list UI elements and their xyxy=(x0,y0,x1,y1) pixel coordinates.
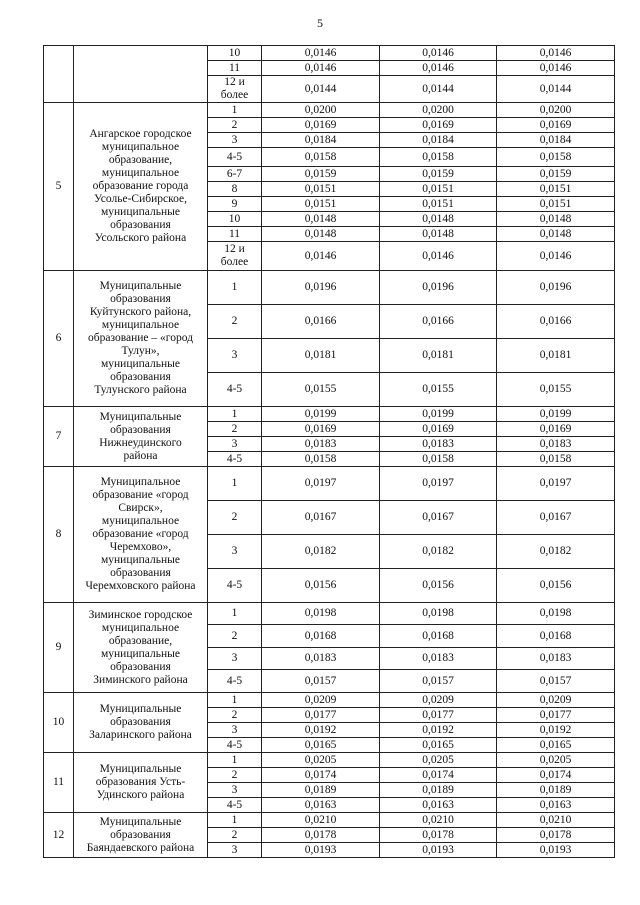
value-cell-1: 0,0189 xyxy=(262,783,380,798)
rooms-count-cell: 4-5 xyxy=(208,569,262,603)
group-number: 7 xyxy=(44,407,74,467)
municipality-name-line: образование «город xyxy=(92,489,189,501)
rooms-count-cell: 3 xyxy=(208,648,262,670)
table-row xyxy=(44,467,615,501)
municipality-name-line: образования xyxy=(110,567,171,579)
value-cell-3: 0,0177 xyxy=(497,708,615,723)
value-cell-3: 0,0148 xyxy=(497,227,615,242)
value-cell-3: 0,0199 xyxy=(497,407,615,422)
value-cell-2: 0,0182 xyxy=(380,535,497,569)
value-cell-3: 0,0174 xyxy=(497,768,615,783)
value-cell-1: 0,0146 xyxy=(262,242,380,271)
value-cell-3: 0,0178 xyxy=(497,828,615,843)
value-cell-2: 0,0157 xyxy=(380,670,497,693)
value-cell-1: 0,0148 xyxy=(262,212,380,227)
rooms-count-cell: 4-5 xyxy=(208,452,262,467)
value-cell-2: 0,0144 xyxy=(380,76,497,103)
municipality-name-line: Усольского района xyxy=(94,232,187,244)
rooms-count-cell: 8 xyxy=(208,182,262,197)
municipality-name-line: образования xyxy=(110,423,171,436)
municipality-name-line: муниципальные xyxy=(101,554,180,566)
municipality-name-line: Тулунского района xyxy=(94,384,187,396)
value-cell-3: 0,0193 xyxy=(497,843,615,858)
rooms-count-cell: 1 xyxy=(208,407,262,422)
rooms-count-cell: 4-5 xyxy=(208,373,262,407)
value-cell-2: 0,0159 xyxy=(380,167,497,182)
value-cell-1: 0,0183 xyxy=(262,437,380,452)
value-cell-2: 0,0197 xyxy=(380,467,497,501)
table-row xyxy=(44,813,615,828)
rooms-count-cell: 3 xyxy=(208,339,262,373)
municipality-name-line: Муниципальные xyxy=(99,763,182,775)
rooms-count-cell: 11 xyxy=(208,61,262,76)
value-cell-2: 0,0209 xyxy=(380,693,497,708)
value-cell-1: 0,0151 xyxy=(262,182,380,197)
value-cell-3: 0,0197 xyxy=(497,467,615,501)
value-cell-3: 0,0151 xyxy=(497,182,615,197)
municipality-name-line: муниципальное xyxy=(101,621,180,634)
value-cell-2: 0,0148 xyxy=(380,212,497,227)
municipality-name-line: муниципальное xyxy=(101,319,180,331)
value-cell-1: 0,0163 xyxy=(262,798,380,813)
table-body xyxy=(44,46,615,858)
municipality-name-line: образование, xyxy=(108,154,173,166)
rooms-count-cell: 1 xyxy=(208,693,262,708)
table-row xyxy=(44,753,615,768)
municipality-name-line: муниципальные xyxy=(101,206,180,218)
value-cell-3: 0,0192 xyxy=(497,723,615,738)
value-cell-2: 0,0165 xyxy=(380,738,497,753)
value-cell-2: 0,0210 xyxy=(380,813,497,828)
rooms-count-cell: 1 xyxy=(208,813,262,828)
value-cell-3: 0,0158 xyxy=(497,452,615,467)
value-cell-1: 0,0158 xyxy=(262,148,380,167)
value-cell-3: 0,0198 xyxy=(497,603,615,625)
value-cell-2: 0,0168 xyxy=(380,625,497,648)
municipality-name-line: образования xyxy=(110,716,171,728)
value-cell-3: 0,0169 xyxy=(497,422,615,437)
value-cell-1: 0,0200 xyxy=(262,103,380,118)
rooms-count-cell: 9 xyxy=(208,197,262,212)
municipality-name-line: Тулун», xyxy=(121,345,160,357)
rooms-count-cell: 2 xyxy=(208,828,262,843)
municipality-name-line: Баяндаевского района xyxy=(86,841,195,854)
municipality-name xyxy=(74,271,208,407)
value-cell-2: 0,0146 xyxy=(380,46,497,61)
municipality-name-line: Ангарское городское xyxy=(89,128,192,140)
municipality-name-line: Удинского района xyxy=(96,789,185,801)
value-cell-3: 0,0181 xyxy=(497,339,615,373)
municipality-name xyxy=(74,753,208,813)
value-cell-1: 0,0193 xyxy=(262,843,380,858)
rooms-count-cell: 4-5 xyxy=(208,798,262,813)
value-cell-1: 0,0198 xyxy=(262,603,380,625)
value-cell-2: 0,0199 xyxy=(380,407,497,422)
value-cell-2: 0,0183 xyxy=(380,648,497,670)
value-cell-2: 0,0158 xyxy=(380,452,497,467)
value-cell-1: 0,0166 xyxy=(262,305,380,339)
value-cell-3: 0,0184 xyxy=(497,133,615,148)
group-number xyxy=(44,46,74,103)
municipality-name-line: образование, xyxy=(108,634,173,647)
value-cell-2: 0,0205 xyxy=(380,753,497,768)
value-cell-3: 0,0151 xyxy=(497,197,615,212)
value-cell-3: 0,0200 xyxy=(497,103,615,118)
value-cell-2: 0,0189 xyxy=(380,783,497,798)
value-cell-1: 0,0182 xyxy=(262,535,380,569)
value-cell-3: 0,0165 xyxy=(497,738,615,753)
value-cell-1: 0,0197 xyxy=(262,467,380,501)
rooms-count-cell: 11 xyxy=(208,227,262,242)
municipality-name-line: Муниципальные xyxy=(99,703,182,715)
rooms-count-cell: 2 xyxy=(208,422,262,437)
value-cell-3: 0,0144 xyxy=(497,76,615,103)
municipality-name xyxy=(74,693,208,753)
municipality-name-line: образование «город xyxy=(92,528,189,540)
municipality-name-line: муниципальное xyxy=(101,167,180,179)
rooms-count-cell: 2 xyxy=(208,625,262,648)
municipality-name xyxy=(74,46,208,103)
value-cell-3: 0,0148 xyxy=(497,212,615,227)
value-cell-3: 0,0183 xyxy=(497,437,615,452)
value-cell-2: 0,0169 xyxy=(380,422,497,437)
rooms-count-cell: 10 xyxy=(208,212,262,227)
rooms-count-cell: 12 и более xyxy=(208,76,262,103)
value-cell-3: 0,0196 xyxy=(497,271,615,305)
value-cell-1: 0,0168 xyxy=(262,625,380,648)
municipality-name-line: образования xyxy=(110,660,171,673)
municipality-name-line: образования Усть- xyxy=(95,776,186,788)
group-number: 6 xyxy=(44,271,74,407)
value-cell-3: 0,0157 xyxy=(497,670,615,693)
value-cell-1: 0,0199 xyxy=(262,407,380,422)
rooms-count-cell: 4-5 xyxy=(208,670,262,693)
table-row xyxy=(44,103,615,118)
value-cell-1: 0,0155 xyxy=(262,373,380,407)
rooms-count-cell: 2 xyxy=(208,118,262,133)
rooms-count-cell: 2 xyxy=(208,501,262,535)
value-cell-2: 0,0155 xyxy=(380,373,497,407)
value-cell-2: 0,0177 xyxy=(380,708,497,723)
municipality-name-line: образования xyxy=(110,828,171,841)
rooms-count-cell: 3 xyxy=(208,437,262,452)
rooms-count-cell: 4-5 xyxy=(208,148,262,167)
value-cell-1: 0,0158 xyxy=(262,452,380,467)
value-cell-2: 0,0163 xyxy=(380,798,497,813)
municipality-name-line: Зиминское городское xyxy=(88,608,193,621)
value-cell-3: 0,0167 xyxy=(497,501,615,535)
value-cell-1: 0,0167 xyxy=(262,501,380,535)
value-cell-2: 0,0146 xyxy=(380,242,497,271)
value-cell-3: 0,0183 xyxy=(497,648,615,670)
municipality-name-line: Муниципальные xyxy=(99,410,182,423)
value-cell-2: 0,0167 xyxy=(380,501,497,535)
rooms-count-cell: 6-7 xyxy=(208,167,262,182)
value-cell-3: 0,0155 xyxy=(497,373,615,407)
value-cell-2: 0,0169 xyxy=(380,118,497,133)
value-cell-3: 0,0209 xyxy=(497,693,615,708)
value-cell-1: 0,0165 xyxy=(262,738,380,753)
value-cell-1: 0,0183 xyxy=(262,648,380,670)
value-cell-1: 0,0174 xyxy=(262,768,380,783)
municipality-name-line: Муниципальные xyxy=(99,815,182,828)
value-cell-2: 0,0151 xyxy=(380,182,497,197)
value-cell-1: 0,0196 xyxy=(262,271,380,305)
rooms-count-cell: 2 xyxy=(208,768,262,783)
value-cell-1: 0,0146 xyxy=(262,46,380,61)
municipality-name-line: муниципальное xyxy=(101,141,180,153)
value-cell-2: 0,0184 xyxy=(380,133,497,148)
value-cell-1: 0,0181 xyxy=(262,339,380,373)
municipality-name-line: Муниципальные xyxy=(99,280,182,292)
value-cell-3: 0,0166 xyxy=(497,305,615,339)
value-cell-2: 0,0148 xyxy=(380,227,497,242)
value-cell-2: 0,0183 xyxy=(380,437,497,452)
municipality-name-line: Черемхово», xyxy=(109,541,172,553)
rooms-count-cell: 3 xyxy=(208,843,262,858)
municipality-name-line: Усолье-Сибирское, xyxy=(94,193,187,205)
table-row xyxy=(44,603,615,625)
value-cell-3: 0,0189 xyxy=(497,783,615,798)
value-cell-1: 0,0144 xyxy=(262,76,380,103)
municipality-name xyxy=(74,603,208,693)
rooms-count-cell: 1 xyxy=(208,603,262,625)
rooms-count-cell: 10 xyxy=(208,46,262,61)
municipality-name-line: образование города xyxy=(92,180,189,192)
value-cell-1: 0,0177 xyxy=(262,708,380,723)
rooms-count-cell: 12 и более xyxy=(208,242,262,271)
group-number: 5 xyxy=(44,103,74,271)
group-number: 9 xyxy=(44,603,74,693)
rooms-count-cell: 3 xyxy=(208,723,262,738)
page-number: 5 xyxy=(317,16,323,30)
value-cell-2: 0,0178 xyxy=(380,828,497,843)
rooms-count-cell: 3 xyxy=(208,133,262,148)
table-row xyxy=(44,693,615,708)
table-row xyxy=(44,407,615,422)
value-cell-1: 0,0178 xyxy=(262,828,380,843)
group-number: 10 xyxy=(44,693,74,753)
value-cell-3: 0,0205 xyxy=(497,753,615,768)
municipality-name-line: Муниципальное xyxy=(100,476,181,488)
value-cell-1: 0,0159 xyxy=(262,167,380,182)
value-cell-1: 0,0184 xyxy=(262,133,380,148)
value-cell-2: 0,0151 xyxy=(380,197,497,212)
rooms-count-cell: 1 xyxy=(208,271,262,305)
value-cell-2: 0,0200 xyxy=(380,103,497,118)
value-cell-3: 0,0159 xyxy=(497,167,615,182)
municipality-name xyxy=(74,103,208,271)
value-cell-1: 0,0169 xyxy=(262,118,380,133)
municipality-name-line: Черемховского района xyxy=(85,580,196,592)
municipality-name-line: Заларинского района xyxy=(89,729,192,741)
value-cell-1: 0,0156 xyxy=(262,569,380,603)
value-cell-3: 0,0146 xyxy=(497,242,615,271)
municipality-name-line: образования xyxy=(110,371,171,383)
value-cell-2: 0,0146 xyxy=(380,61,497,76)
municipality-name-line: Свирск», xyxy=(118,502,163,514)
municipality-name-line: образования xyxy=(110,293,171,305)
rooms-count-cell: 1 xyxy=(208,103,262,118)
value-cell-1: 0,0148 xyxy=(262,227,380,242)
value-cell-1: 0,0209 xyxy=(262,693,380,708)
value-cell-3: 0,0163 xyxy=(497,798,615,813)
value-cell-1: 0,0157 xyxy=(262,670,380,693)
rooms-count-cell: 2 xyxy=(208,708,262,723)
municipality-name xyxy=(74,407,208,467)
value-cell-3: 0,0156 xyxy=(497,569,615,603)
municipality-name-line: Зиминского района xyxy=(93,673,188,686)
value-cell-2: 0,0174 xyxy=(380,768,497,783)
value-cell-3: 0,0210 xyxy=(497,813,615,828)
value-cell-1: 0,0192 xyxy=(262,723,380,738)
municipality-name-line: муниципальные xyxy=(101,358,180,370)
rooms-count-cell: 3 xyxy=(208,783,262,798)
value-cell-3: 0,0182 xyxy=(497,535,615,569)
table-row xyxy=(44,271,615,305)
rooms-count-cell: 2 xyxy=(208,305,262,339)
value-cell-1: 0,0146 xyxy=(262,61,380,76)
value-cell-2: 0,0198 xyxy=(380,603,497,625)
municipality-name xyxy=(74,813,208,858)
rooms-count-cell: 1 xyxy=(208,753,262,768)
value-cell-2: 0,0156 xyxy=(380,569,497,603)
rooms-count-cell: 4-5 xyxy=(208,738,262,753)
value-cell-3: 0,0146 xyxy=(497,46,615,61)
municipality-name-line: района xyxy=(123,449,158,462)
group-number: 11 xyxy=(44,753,74,813)
value-cell-2: 0,0196 xyxy=(380,271,497,305)
value-cell-1: 0,0210 xyxy=(262,813,380,828)
value-cell-3: 0,0169 xyxy=(497,118,615,133)
value-cell-1: 0,0169 xyxy=(262,422,380,437)
group-number: 8 xyxy=(44,467,74,603)
table-row xyxy=(44,46,615,61)
value-cell-3: 0,0168 xyxy=(497,625,615,648)
value-cell-3: 0,0158 xyxy=(497,148,615,167)
value-cell-2: 0,0181 xyxy=(380,339,497,373)
tariff-table xyxy=(43,45,615,858)
municipality-name-line: образования xyxy=(110,219,171,231)
municipality-name xyxy=(74,467,208,603)
municipality-name-line: образование – «город xyxy=(88,332,193,344)
value-cell-2: 0,0193 xyxy=(380,843,497,858)
value-cell-2: 0,0166 xyxy=(380,305,497,339)
value-cell-1: 0,0205 xyxy=(262,753,380,768)
rooms-count-cell: 1 xyxy=(208,467,262,501)
group-number: 12 xyxy=(44,813,74,858)
value-cell-1: 0,0151 xyxy=(262,197,380,212)
municipality-name-line: Нижнеудинского xyxy=(99,436,182,449)
rooms-count-cell: 3 xyxy=(208,535,262,569)
value-cell-2: 0,0192 xyxy=(380,723,497,738)
municipality-name-line: муниципальное xyxy=(101,515,180,527)
value-cell-3: 0,0146 xyxy=(497,61,615,76)
municipality-name-line: Куйтунского района, xyxy=(89,306,192,318)
municipality-name-line: муниципальные xyxy=(101,647,180,660)
value-cell-2: 0,0158 xyxy=(380,148,497,167)
